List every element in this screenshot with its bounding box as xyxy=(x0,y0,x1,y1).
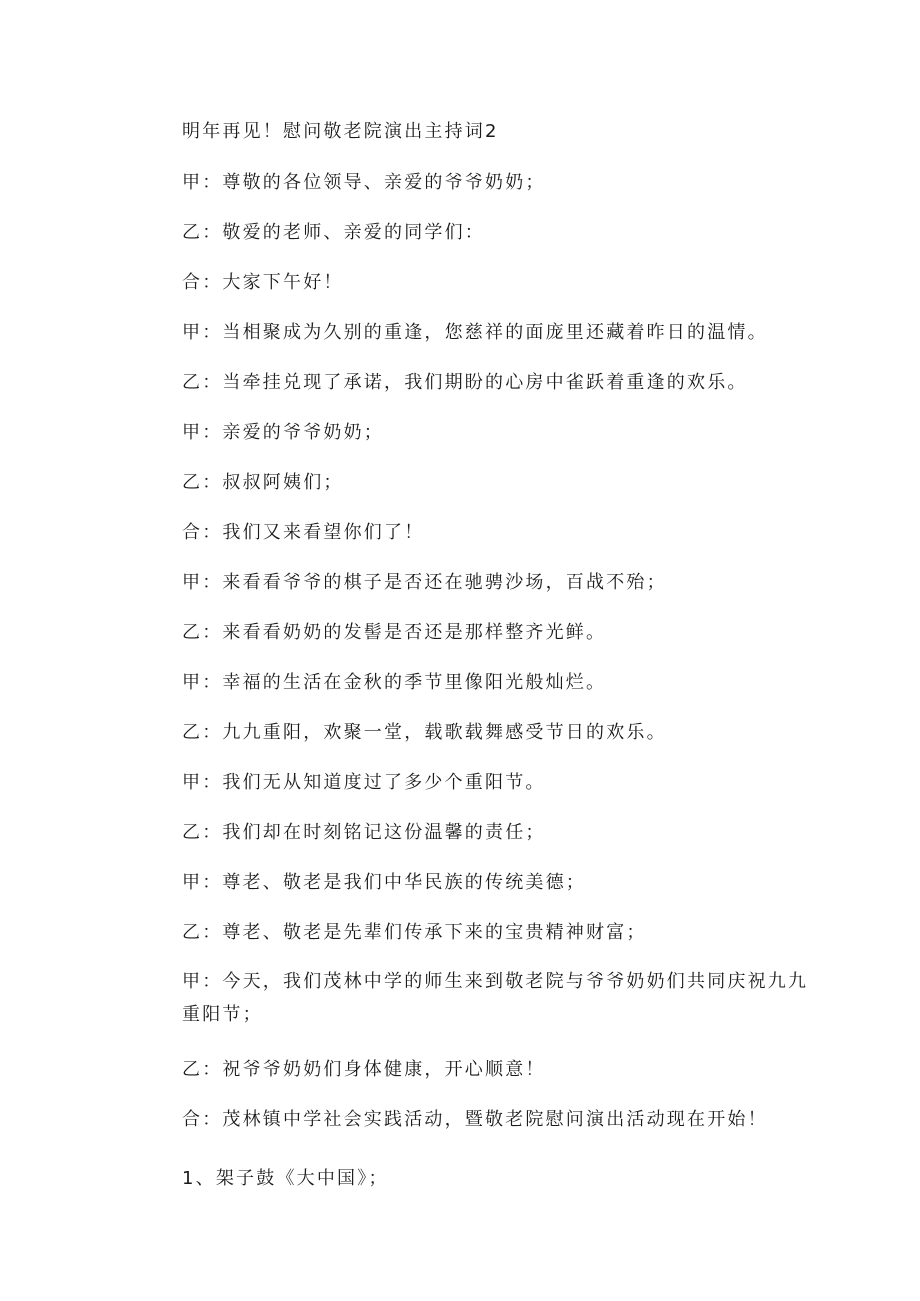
script-line: 甲：尊老、敬老是我们中华民族的传统美德； xyxy=(182,872,586,893)
script-line: 乙：敬爱的老师、亲爱的同学们： xyxy=(182,222,485,243)
script-line: 乙：祝爷爷奶奶们身体健康，开心顺意！ xyxy=(182,1059,546,1080)
document-title: 明年再见！慰问敬老院演出主持词2 xyxy=(182,121,499,142)
script-line: 乙：九九重阳，欢聚一堂，载歌载舞感受节日的欢乐。 xyxy=(182,722,667,743)
script-line: 合：大家下午好！ xyxy=(182,272,344,293)
script-line: 乙：叔叔阿姨们； xyxy=(182,472,344,493)
script-line: 甲：尊敬的各位领导、亲爱的爷爷奶奶； xyxy=(182,172,546,193)
script-line: 乙：来看看奶奶的发髻是否还是那样整齐光鲜。 xyxy=(182,622,607,643)
script-line: 合：我们又来看望你们了！ xyxy=(182,522,425,543)
script-line: 甲：来看看爷爷的棋子是否还在驰骋沙场，百战不殆； xyxy=(182,572,667,593)
script-line: 乙：我们却在时刻铭记这份温馨的责任； xyxy=(182,822,546,843)
script-paragraph: 甲：今天，我们茂林中学的师生来到敬老院与爷爷奶奶们共同庆祝九九重阳节； xyxy=(182,971,809,1025)
program-item: 1、架子鼓《大中国》； xyxy=(182,1168,389,1189)
script-line: 乙：尊老、敬老是先辈们传承下来的宝贵精神财富； xyxy=(182,922,647,943)
script-line: 合：茂林镇中学社会实践活动，暨敬老院慰问演出活动现在开始！ xyxy=(182,1109,768,1130)
script-line: 乙：当牵挂兑现了承诺，我们期盼的心房中雀跃着重逢的欢乐。 xyxy=(182,372,748,393)
script-line: 甲：幸福的生活在金秋的季节里像阳光般灿烂。 xyxy=(182,672,607,693)
script-line: 甲：我们无从知道度过了多少个重阳节。 xyxy=(182,772,546,793)
script-line: 甲：亲爱的爷爷奶奶； xyxy=(182,422,384,443)
script-line: 甲：当相聚成为久别的重逢，您慈祥的面庞里还藏着昨日的温情。 xyxy=(182,322,768,343)
